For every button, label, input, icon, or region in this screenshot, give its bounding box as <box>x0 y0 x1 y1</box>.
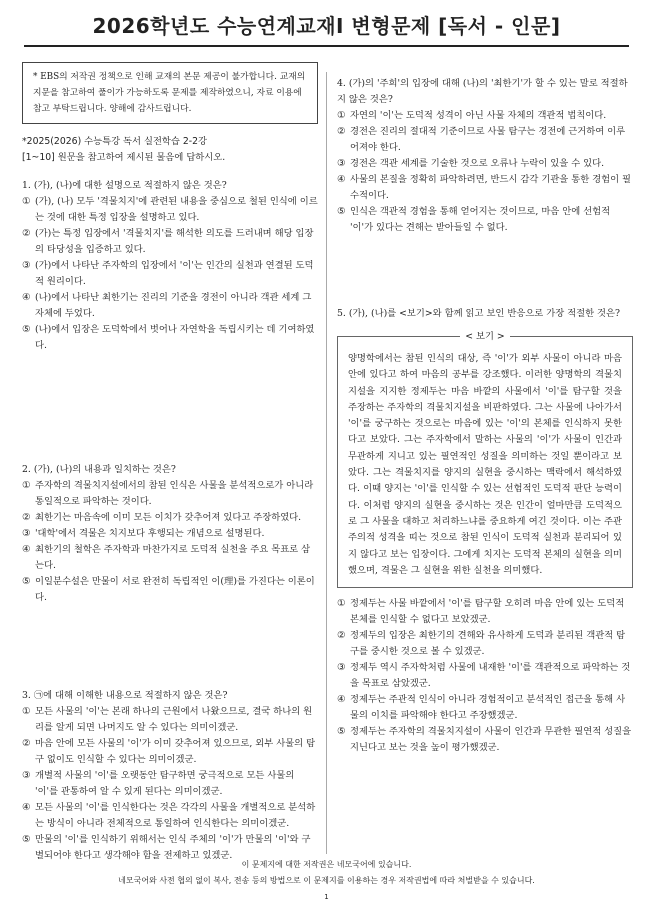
right-column <box>337 76 633 756</box>
question-4-option-3[interactable]: ③ 경전은 객관 세계를 기술한 것으로 오류나 누락이 있을 수 있다. <box>337 158 605 169</box>
blank-space <box>22 606 318 676</box>
question-3 <box>22 688 318 864</box>
question-1-option-1[interactable]: ① (가), (나) 모두 '격물치지'에 관련된 내용을 중심으로 철된 인식에 이르는 것에 대한 특정 입장을 설명하고 있다. <box>22 196 318 223</box>
question-4-option-1[interactable]: ① 자연의 '이'는 도덕적 성격이 아닌 사물 자체의 객관적 법칙이다. <box>337 110 607 121</box>
question-3-option-4[interactable]: ④ 모든 사물의 '이'를 인식한다는 것은 각각의 사물을 개별적으로 분석하는 방식이 아니라 전체적으로 통일하여 인식한다는 의미이겠군. <box>22 802 316 829</box>
question-5-option-2[interactable]: ② 정제두의 입장은 최한기의 견해와 유사하게 도덕과 분리된 객관적 탐구를 중시한 것으로 볼 수 있겠군. <box>337 630 626 658</box>
bogi-text: 양명학에서는 참된 인식의 대상, 즉 '이'가 외부 사물이 아니라 마음 안에 있다고 하여 마음의 공부를 강조했다. 이러한 양명학의 격물치지설을 지지한 정제두는 마음 바깥의 사물에서 '이'를 탐구할 것을 주장하는 주자학의 격물치지설을 비판하였다. 그는 사물에 나아가서 '이'를 궁구하는 것으로는 마음에 있는 '이'의 본체를 인식하지 못한다고 보았다. 그는 주자학에서 말하는 사물의 '이'가 사물이 인간과 무관하게 지니고 있는 필연적인 성질을 의미하는 것일 뿐이라고 보았다. 그는 격물치지를 양지의 실현을 중시하는 맥락에서 해석하였다. 이때 양지는 '이'를 인식할 수 있는 선험적인 도덕적 판단 능력이다. 이처럼 양지의 실현을 중시하는 것은 인간이 얼마만큼 도덕적으로 그 사물을 대하고 처리하느냐를 중요하게 여긴 것이다. 이는 주관주의적 성격을 띠는 것으로 참된 인식이 도덕적 실천과 분리되어 있지 않다고 보는 입장이다. 그에게 치지는 도덕적 본체의 실현을 의미했으며, 격물은 그 실현을 위한 실천을 의미했다. <box>348 353 622 576</box>
copyright-notice: * EBS의 저작권 정책으로 인해 교재의 본문 제공이 불가합니다. 교재의 지문을 참고하여 풀이가 가능하도록 문제를 제작하였으니, 자료 이용에 참고 부탁드립니다. 양해에 감사드립니다. <box>22 62 318 124</box>
footer-copyright: 이 문제지에 대한 저작권은 네모국어에 있습니다. <box>241 860 412 869</box>
blank-space <box>337 236 633 294</box>
question-5-option-4[interactable]: ④ 정제두는 주관적 인식이 아니라 경험적이고 분석적인 접근을 통해 사물의 이치를 파악해야 한다고 주장했겠군. <box>337 694 626 722</box>
question-1-title: 1. (가), (나)에 대한 설명으로 적절하지 않은 것은? <box>22 180 227 191</box>
bogi-label: < 보기 > <box>460 331 509 342</box>
question-1-option-3[interactable]: ③ (가)에서 나타난 주자학의 입장에서 '이'는 인간의 실천과 연결된 도덕적 원리이다. <box>22 260 314 287</box>
blank-space <box>22 354 318 450</box>
question-5 <box>337 306 633 756</box>
question-2 <box>22 462 318 606</box>
question-1-option-4[interactable]: ④ (나)에서 나타난 최한기는 진리의 기준을 경전이 아니라 객관 세계 그 자체에 두었다. <box>22 292 312 319</box>
question-3-option-5[interactable]: ⑤ 만물의 '이'를 인식하기 위해서는 인식 주체의 '이'가 만물의 '이'와 구별되어야 한다고 생각해야 함을 전제하고 있겠군. <box>22 834 311 861</box>
question-5-option-5[interactable]: ⑤ 정제두는 주자학의 격물치지설이 사물이 인간과 무관한 필연적 성질을 지닌다고 보는 것을 높이 평가했겠군. <box>337 726 632 754</box>
title-rule <box>24 45 629 47</box>
question-4-title: 4. (가)의 '주희'의 입장에 대해 (나)의 '최한기'가 할 수 있는 말로 적절하지 않은 것은? <box>337 78 628 105</box>
page-number: 1 <box>324 893 329 901</box>
footer-warning: 네모국어와 사전 협의 없이 복사, 전송 등의 방법으로 이 문제지를 이용하는 경우 저작권법에 따라 처벌받을 수 있습니다. <box>118 876 535 885</box>
question-3-option-3[interactable]: ③ 개별적 사물의 '이'를 오랫동안 탐구하면 궁극적으로 모든 사물의 '이'를 관통하여 알 수 있게 된다는 의미이겠군. <box>22 770 295 797</box>
question-2-option-3[interactable]: ③ '대학'에서 격물은 치지보다 후행되는 개념으로 설명된다. <box>22 528 265 539</box>
left-column <box>22 62 318 864</box>
question-1-option-2[interactable]: ② (가)는 특정 입장에서 '격물치지'를 해석한 의도를 드러내며 해당 입장의 타당성을 입증하고 있다. <box>22 228 314 255</box>
question-4-option-4[interactable]: ④ 사물의 본질을 정확히 파악하려면, 반드시 감각 기관을 통한 경험이 필수적이다. <box>337 174 632 201</box>
question-5-option-3[interactable]: ③ 정제두 역시 주자학처럼 사물에 내재한 '이'를 객관적으로 파악하는 것을 목표로 삼았겠군. <box>337 662 631 690</box>
question-4-option-2[interactable]: ② 경전은 진리의 절대적 기준이므로 사물 탐구는 경전에 근거하여 이루어져야 한다. <box>337 126 626 153</box>
question-5-title: 5. (가), (나)를 <보기>와 함께 읽고 보인 반응으로 가장 적절한 것은? <box>337 308 621 319</box>
question-2-option-2[interactable]: ② 최한기는 마음속에 이미 모든 이치가 갖추어져 있다고 주장하였다. <box>22 512 302 523</box>
question-3-option-1[interactable]: ① 모든 사물의 '이'는 본래 하나의 근원에서 나왔으므로, 결국 하나의 원리를 알게 되면 나머지도 알 수 있다는 의미이겠군. <box>22 706 313 733</box>
question-5-option-1[interactable]: ① 정제두는 사물 바깥에서 '이'를 탐구할 오히려 마음 안에 있는 도덕적 본체를 인식할 수 없다고 보았겠군. <box>337 598 625 626</box>
column-divider <box>326 72 327 854</box>
instruction-line: [1~10] 원문을 참고하여 제시된 물음에 답하시오. <box>22 152 226 163</box>
question-2-option-5[interactable]: ⑤ 이일분수설은 만물이 서로 완전히 독립적인 이(理)를 가진다는 이론이다. <box>22 576 315 603</box>
page-title: 2026학년도 수능연계교재Ⅰ 변형문제 [독서 - 인문] <box>92 14 561 38</box>
bogi-box <box>337 331 633 588</box>
question-1 <box>22 178 318 354</box>
question-1-option-5[interactable]: ⑤ (나)에서 입장은 도덕학에서 벗어나 자연학을 독립시키는 데 기여하였다. <box>22 324 315 351</box>
question-4-option-5[interactable]: ⑤ 인식은 객관적 경험을 통해 얻어지는 것이므로, 마음 안에 선험적 '이'가 있다는 견해는 받아들일 수 없다. <box>337 206 611 233</box>
question-2-option-1[interactable]: ① 주자학의 격물치지설에서의 참된 인식은 사물을 분석적으로가 아니라 통일적으로 파악하는 것이다. <box>22 480 314 507</box>
question-3-option-2[interactable]: ② 마음 안에 모든 사물의 '이'가 이미 갖추어져 있으므로, 외부 사물의 탐구 없이도 인식할 수 있다는 의미이겠군. <box>22 738 316 765</box>
question-2-option-4[interactable]: ④ 최한기의 철학은 주자학과 마찬가지로 도덕적 실천을 주요 목표로 삼는다. <box>22 544 311 571</box>
source-line: *2025(2026) 수능특강 독서 실전학습 2-2강 <box>22 136 208 147</box>
question-3-title: 3. ㉠에 대해 이해한 내용으로 적절하지 않은 것은? <box>22 690 228 701</box>
question-2-title: 2. (가), (나)의 내용과 일치하는 것은? <box>22 464 176 475</box>
question-4 <box>337 76 633 236</box>
